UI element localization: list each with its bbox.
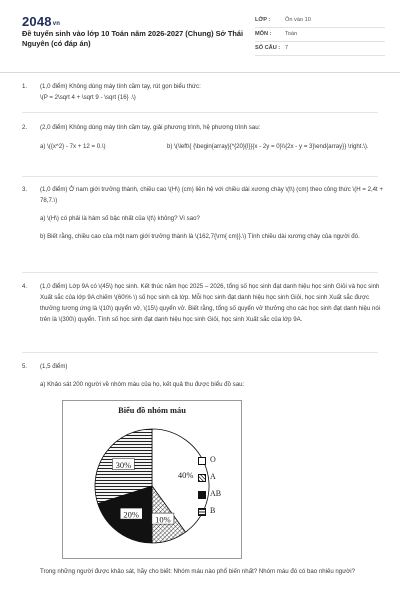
- question-text: (1,0 điểm) Ở nam giới trưởng thành, chiều cao \(H\) (cm) liên hệ với chiều dài xương chày \(t\) (cm) theo công thức \(H = 2,4t + 78,7.\): [40, 186, 384, 204]
- legend-swatch: [198, 491, 206, 499]
- pie-label-ab: 20%: [123, 509, 140, 520]
- legend-label: AB: [210, 489, 222, 498]
- meta-row-subject: [255, 28, 385, 42]
- legend-swatch: [198, 508, 206, 516]
- question-body: [40, 566, 385, 577]
- question-parts: [40, 141, 385, 165]
- pie-slices: [95, 429, 209, 543]
- question-text: (2,0 điểm) Không dùng máy tính cầm tay, giải phương trình, hệ phương trình sau:: [40, 124, 261, 131]
- meta-row-grade: [255, 14, 385, 28]
- document-header: [0, 0, 400, 70]
- meta-key: MÔN :: [255, 31, 272, 37]
- logo-text: 2048: [22, 14, 52, 29]
- question-number: 5.: [22, 363, 28, 370]
- question-part-a: a) \(H\) có phải là hàm số bậc nhất của \(t\) không? Vì sao?: [40, 215, 200, 222]
- question-divider: [22, 112, 378, 113]
- question-text: Trong những người được khảo sát, hãy cho biết: Nhóm máu nào phổ biến nhất? Nhóm máu đó có bao nhiêu người?: [40, 568, 356, 575]
- question-part-a: a) Khảo sát 200 người về nhóm máu của họ, kết quả thu được biểu đồ sau:: [40, 381, 245, 388]
- pie-label-o: 40%: [177, 470, 194, 481]
- question-body: [40, 184, 385, 242]
- legend-label: B: [210, 506, 216, 515]
- question-part-b: b) Biết rằng, chiều cao của một nam giới trưởng thành là \(162,7{\rm{ cm}}.\) Tính chiều dài xương chày của người đó.: [40, 233, 360, 240]
- question-body: [40, 81, 385, 103]
- question-text: (1,0 điểm) Lớp 9A có \(45\) học sinh. Kết thúc năm học 2025 – 2026, tổng số học sinh đạt danh hiệu học sinh Giỏi và học sinh Xuất sắc của lớp 9A chiếm \(60\% \) số học sinh cả lớp. Mỗi học sinh đạt danh hiệu học sinh Giỏi, học sinh Xuất sắc được thưởng tương ứng là \(10\) quyển vở, \(15\) quyển vở. Biết rằng, tổng số quyển vở thưởng cho các học sinh đạt danh hiệu nói trên là \(300\) quyển. Tính số học sinh đạt danh hiệu học sinh Giỏi, học sinh Xuất sắc của lớp 9A.: [40, 283, 381, 323]
- meta-row-question-count: [255, 42, 385, 56]
- question-body: [40, 122, 385, 165]
- site-logo[interactable]: [22, 14, 60, 29]
- legend-swatch: [198, 457, 206, 465]
- meta-value: 7: [285, 45, 289, 51]
- header-divider: [0, 72, 400, 73]
- question-text: (1,0 điểm) Không dùng máy tính cầm tay, rút gọn biểu thức:: [40, 83, 201, 90]
- legend-swatch: [198, 474, 206, 482]
- logo-suffix: vn: [52, 21, 61, 27]
- question-number: 1.: [22, 83, 28, 90]
- question-body: [40, 361, 385, 390]
- meta-key: LỚP :: [255, 17, 271, 23]
- question-part-a: a) \({x^2} - 7x + 12 = 0.\): [40, 143, 106, 150]
- question-number: 2.: [22, 124, 28, 131]
- meta-table: [255, 14, 385, 56]
- meta-key: SỐ CÂU :: [255, 45, 281, 51]
- question-body: [40, 281, 385, 325]
- question-formula: \(P = 2\sqrt 4 + \sqrt 9 - \sqrt {16} .\): [40, 94, 136, 101]
- legend-label: A: [210, 472, 216, 481]
- pie-label-a: 10%: [155, 514, 171, 525]
- question-number: 3.: [22, 186, 28, 193]
- question-text: (1,5 điểm): [40, 363, 68, 370]
- question-divider: [22, 272, 378, 273]
- meta-value: Toán: [285, 31, 298, 37]
- question-part-b: b) \(\left\{ {\begin{array}{*{20}{l}}{x - 2y = 0}\\{2x - y = 3}\end{array}} \right.\).: [167, 143, 369, 150]
- question-number: 4.: [22, 283, 28, 290]
- question-divider: [22, 176, 378, 177]
- legend-label: O: [210, 455, 216, 464]
- document-title: Đề tuyển sinh vào lớp 10 Toán năm 2026-2027 (Chung) Sở Thái Nguyên (có đáp án): [22, 29, 244, 48]
- pie-label-b: 30%: [115, 460, 132, 471]
- question-divider: [22, 352, 378, 353]
- chart-title: Biểu đồ nhóm máu: [118, 406, 186, 415]
- meta-value: Ôn vào 10: [285, 17, 311, 23]
